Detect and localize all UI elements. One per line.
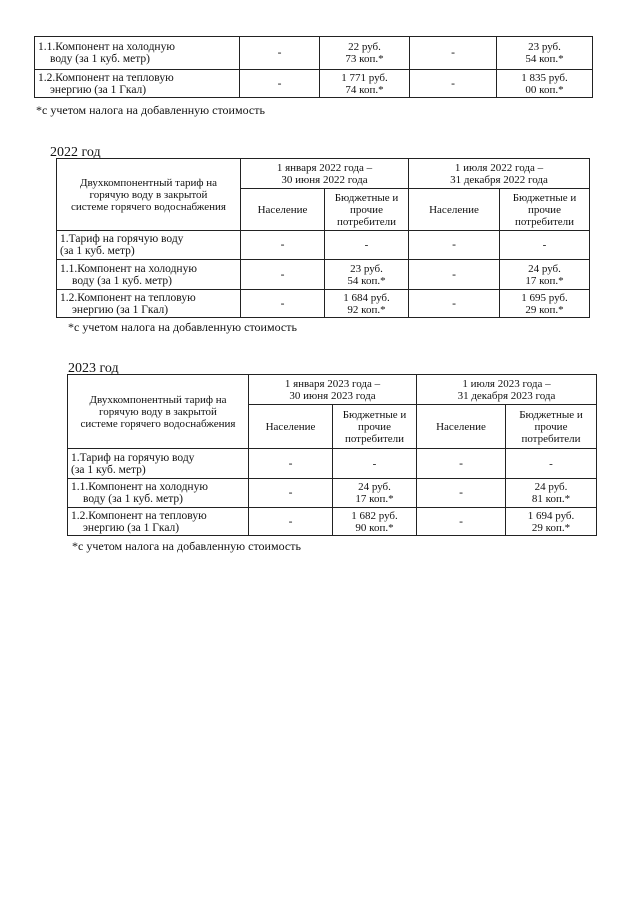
- vat-footnote: *с учетом налога на добавленную стоимость: [68, 320, 297, 334]
- cell-value: -: [241, 231, 325, 260]
- row-label: 1.1.Компонент на холодную воду (за 1 куб. метр): [57, 260, 241, 290]
- column-header-population: Население: [409, 189, 500, 231]
- row-label: 1.1.Компонент на холодную воду (за 1 куб. метр): [68, 479, 249, 508]
- cell-value: -: [240, 37, 320, 70]
- cell-value: 22 руб. 73 коп.*: [320, 37, 410, 70]
- row-label: 1.Тариф на горячую воду (за 1 куб. метр): [68, 449, 249, 479]
- table-row: [68, 479, 597, 508]
- row-label: 1.2.Компонент на тепловую энергию (за 1 Гкал): [35, 70, 240, 98]
- cell-value: 23 руб. 54 коп.*: [497, 37, 593, 70]
- cell-value: -: [506, 449, 597, 479]
- cell-value: 1 695 руб. 29 коп.*: [500, 290, 590, 318]
- column-header-other: Бюджетные и прочие потребители: [500, 189, 590, 231]
- table-header-row: [57, 159, 590, 189]
- tariff-table-2022-block: [56, 158, 590, 318]
- cell-value: -: [249, 479, 333, 508]
- table-row: [57, 290, 590, 318]
- cell-value: -: [240, 70, 320, 98]
- row-label: 1.1.Компонент на холодную воду (за 1 куб. метр): [35, 37, 240, 70]
- cell-value: 24 руб. 17 коп.*: [500, 260, 590, 290]
- row-label: 1.2.Компонент на тепловую энергию (за 1 Гкал): [57, 290, 241, 318]
- tariff-table-2023: [67, 374, 597, 536]
- top-table-block: [34, 36, 593, 98]
- column-header-other: Бюджетные и прочие потребители: [325, 189, 409, 231]
- tariff-table-2022: [56, 158, 590, 318]
- column-header-population: Население: [241, 189, 325, 231]
- table-title-cell: Двухкомпонентный тариф на горячую воду в закрытой системе горячего водоснабжения: [68, 375, 249, 449]
- cell-value: 1 682 руб. 90 коп.*: [333, 508, 417, 536]
- row-label: 1.Тариф на горячую воду (за 1 куб. метр): [57, 231, 241, 260]
- cell-value: -: [500, 231, 590, 260]
- cell-value: -: [241, 260, 325, 290]
- table-row: [57, 260, 590, 290]
- cell-value: -: [409, 231, 500, 260]
- year-heading: 2023 год: [68, 361, 119, 376]
- period-header: 1 июля 2023 года – 31 декабря 2023 года: [417, 375, 597, 405]
- cell-value: 24 руб. 17 коп.*: [333, 479, 417, 508]
- table-row: [57, 231, 590, 260]
- year-heading: 2022 год: [50, 145, 101, 160]
- table-header-row: [68, 375, 597, 405]
- column-header-other: Бюджетные и прочие потребители: [333, 405, 417, 449]
- cell-value: -: [409, 260, 500, 290]
- tariff-table-2023-block: [67, 374, 597, 536]
- table-row: [68, 508, 597, 536]
- vat-footnote: *с учетом налога на добавленную стоимость: [36, 103, 265, 117]
- cell-value: 23 руб. 54 коп.*: [325, 260, 409, 290]
- period-header: 1 июля 2022 года – 31 декабря 2022 года: [409, 159, 590, 189]
- table-title-cell: Двухкомпонентный тариф на горячую воду в закрытой системе горячего водоснабжения: [57, 159, 241, 231]
- cell-value: 1 771 руб. 74 коп.*: [320, 70, 410, 98]
- column-header-population: Население: [249, 405, 333, 449]
- cell-value: 1 684 руб. 92 коп.*: [325, 290, 409, 318]
- cell-value: -: [333, 449, 417, 479]
- cell-value: -: [249, 508, 333, 536]
- vat-footnote: *с учетом налога на добавленную стоимость: [72, 539, 301, 553]
- period-header: 1 января 2022 года – 30 июня 2022 года: [241, 159, 409, 189]
- cell-value: -: [241, 290, 325, 318]
- cell-value: -: [325, 231, 409, 260]
- row-label: 1.2.Компонент на тепловую энергию (за 1 Гкал): [68, 508, 249, 536]
- cell-value: -: [410, 37, 497, 70]
- column-header-other: Бюджетные и прочие потребители: [506, 405, 597, 449]
- cell-value: -: [249, 449, 333, 479]
- period-header: 1 января 2023 года – 30 июня 2023 года: [249, 375, 417, 405]
- cell-value: -: [417, 449, 506, 479]
- table-row: [35, 70, 593, 98]
- cell-value: 1 694 руб. 29 коп.*: [506, 508, 597, 536]
- cell-value: -: [417, 508, 506, 536]
- cell-value: -: [417, 479, 506, 508]
- top-tariff-table: [34, 36, 593, 98]
- table-row: [68, 449, 597, 479]
- column-header-population: Население: [417, 405, 506, 449]
- cell-value: -: [410, 70, 497, 98]
- table-row: [35, 37, 593, 70]
- cell-value: -: [409, 290, 500, 318]
- cell-value: 1 835 руб. 00 коп.*: [497, 70, 593, 98]
- cell-value: 24 руб. 81 коп.*: [506, 479, 597, 508]
